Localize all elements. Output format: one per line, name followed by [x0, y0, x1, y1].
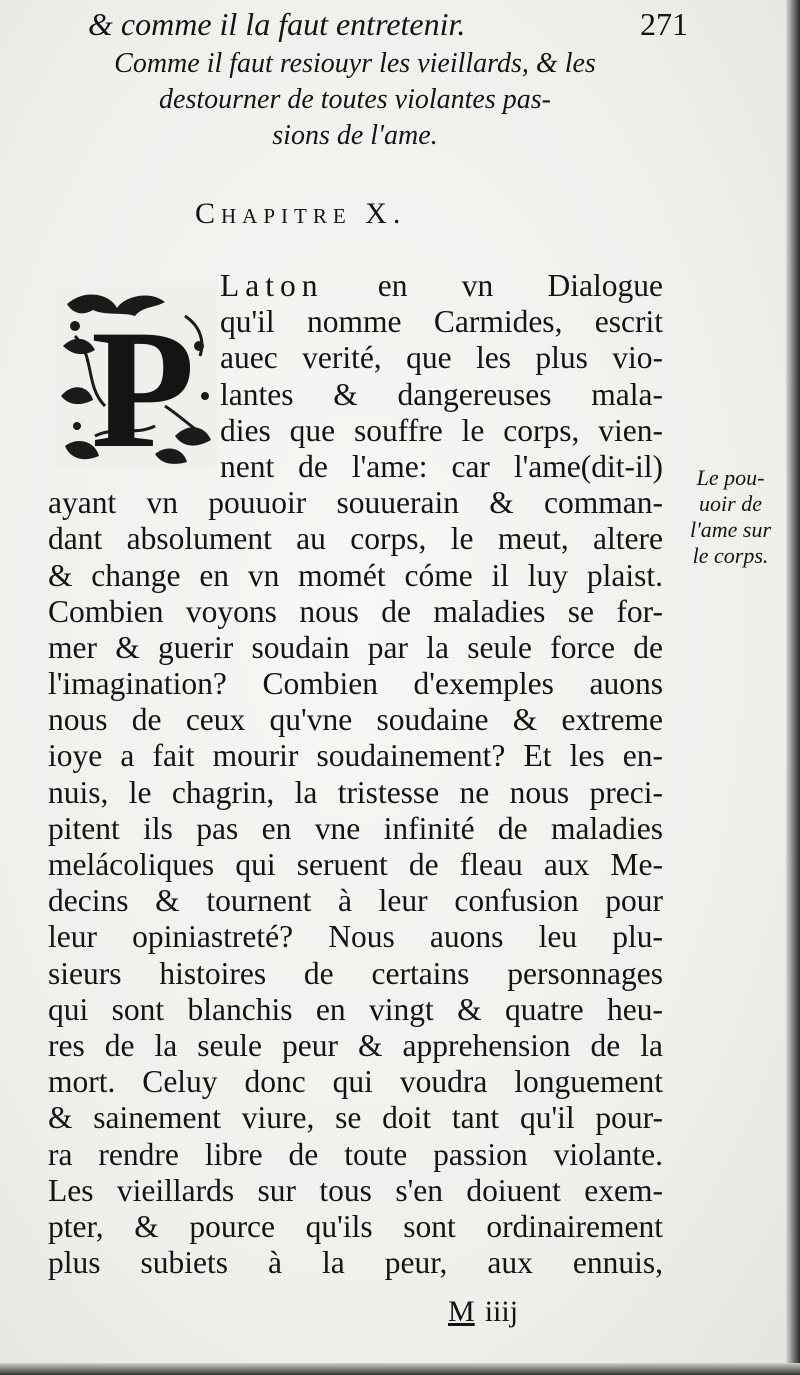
text-line: ioye a fait mourir soudainement? Et les en- — [48, 738, 663, 774]
text-line: melácoliques qui seruent de fleau aux Me- — [48, 847, 663, 882]
marginal-line: le corps. — [692, 543, 769, 568]
summary-line: sions de l'ame. — [272, 120, 438, 151]
chapter-summary — [70, 46, 640, 154]
text-line: nous de ceux qu'vne soudaine & extreme — [48, 702, 663, 738]
marginal-line: Le pou- — [696, 465, 765, 490]
signature-letter: M — [448, 1295, 475, 1328]
text-line: mer & guerir soudain par la seule force de — [48, 629, 663, 665]
running-head-title: & comme il la faut entretenir. — [88, 6, 466, 42]
summary-line: Comme il faut resiouyr les vieillards, & les — [114, 48, 596, 79]
marginal-note — [668, 465, 793, 569]
text-line: & sainement viure, se doit tant qu'il pour- — [48, 1100, 663, 1136]
page-bottom-shadow — [0, 1363, 800, 1375]
text-line: leur opiniastreté? Nous auons leu plu- — [48, 919, 663, 955]
page-number: 271 — [640, 6, 688, 42]
marginal-line: l'ame sur — [689, 517, 772, 542]
text-line: plus subiets à la peur, aux ennuis, — [48, 1245, 663, 1281]
text-line: & change en vn momét cóme il luy plaist. — [48, 557, 663, 593]
text-line: ayant vn pouuoir souuerain & comman- — [48, 485, 663, 521]
text-line: qui sont blanchis en vingt & quatre heu- — [48, 991, 663, 1027]
page-edge-shadow — [786, 0, 800, 1375]
text-line: nuis, le chagrin, la tristesse ne nous preci- — [48, 774, 663, 810]
summary-line: destourner de toutes violantes pas- — [159, 84, 551, 115]
text-line: Laton en vn Dialogue — [220, 268, 664, 303]
text-line: auec verité, que les plus vio- — [220, 340, 663, 376]
signature-numeral: iiij — [484, 1295, 519, 1328]
text-line: pter, & pource qu'ils sont ordinairement — [48, 1208, 663, 1244]
text-line: dies que souffre le corps, vien- — [220, 412, 663, 448]
text-line: dant absolument au corps, le meut, altere — [48, 521, 663, 557]
text-line: nent de l'ame: car l'ame(dit-il) — [220, 448, 663, 484]
running-head — [88, 4, 688, 44]
text-line: l'imagination? Combien d'exemples auons — [48, 666, 663, 702]
text-line: pitent ils pas en vne infinité de maladies — [48, 810, 663, 846]
text-line: Les vieillards sur tous s'en doiuent exem- — [48, 1172, 663, 1208]
text-line: mort. Celuy donc qui voudra longuement — [48, 1064, 663, 1100]
drop-cap-letter: P — [91, 295, 195, 468]
lead-word: Laton — [220, 268, 324, 303]
marginal-line: uoir de — [699, 491, 762, 516]
signature-mark — [448, 1292, 578, 1332]
text-line: ra rendre libre de toute passion violante. — [48, 1136, 663, 1172]
text-line: lantes & dangereuses mala- — [220, 376, 663, 412]
text-line: qu'il nomme Carmides, escrit — [220, 304, 663, 340]
body-text — [48, 268, 663, 1281]
text-line: res de la seule peur & apprehension de la — [48, 1027, 663, 1063]
text-line: decins & tournent à leur confusion pour — [48, 883, 663, 919]
text-line: sieurs histoires de certains personnages — [48, 955, 663, 991]
chapter-heading: Chapitre X. — [195, 197, 407, 230]
text-line: Combien voyons nous de maladies se for- — [48, 593, 663, 629]
